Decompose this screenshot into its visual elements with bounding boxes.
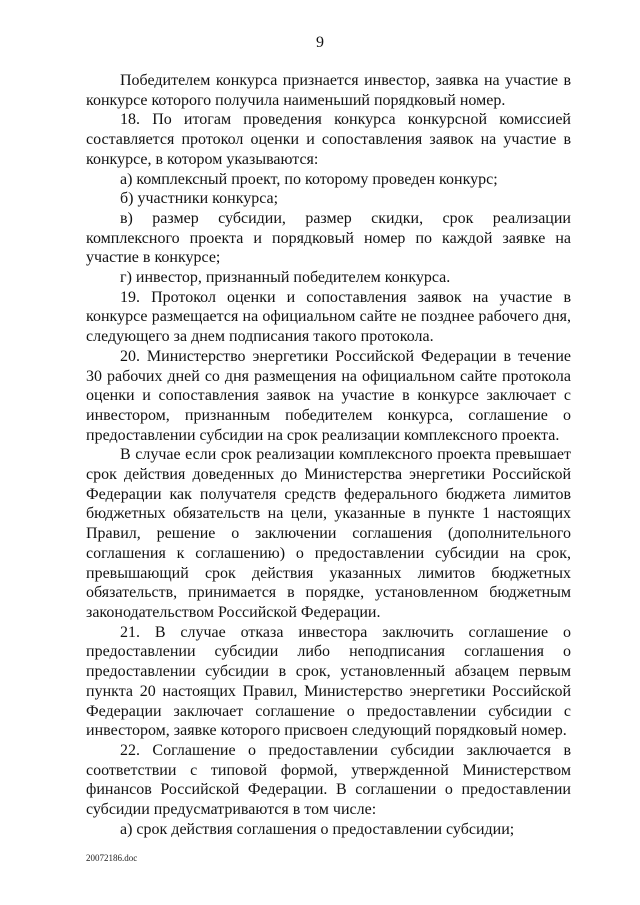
paragraph-20: 20. Министерство энергетики Российской Федерации в течение 30 рабочих дней со дня размещения на официальном сайте протокола оценки и сопоставления заявок на участие в конкурсе заключает с инвестором, признанным победителем конкурса, соглашение о предоставлении субсидии на срок реализации комплексного проекта. (86, 347, 571, 444)
paragraph-22: 22. Соглашение о предоставлении субсидии заключается в соответствии с типовой формой, утвержденной Министерством финансов Российской Федерации. В соглашении о предоставлении субсидии предусматриваются в том числе: (86, 741, 571, 819)
page-number: 9 (316, 34, 324, 51)
paragraph-winner: Победителем конкурса признается инвестор, заявка на участие в конкурсе которого получила наименьший порядковый номер. (86, 72, 571, 109)
paragraph-19: 19. Протокол оценки и сопоставления заявок на участие в конкурсе размещается на официальном сайте не позднее рабочего дня, следующего за днем подписания такого протокола. (86, 288, 571, 346)
list-item-a-agreement-term: а) срок действия соглашения о предоставлении субсидии; (120, 820, 515, 838)
paragraph-21: 21. В случае отказа инвестора заключить соглашение о предоставлении субсидии либо неподписания соглашения о предоставлении субсидии в срок, установленный абзацем первым пункта 20 настоящих Правил, Министерство энергетики Российской Федерации заключает соглашение о предоставлении субсидии с инвестором, заявке которого присвоен следующий порядковый номер. (86, 623, 571, 740)
document-body (86, 71, 571, 839)
paragraph-20-continued: В случае если срок реализации комплексного проекта превышает срок действия доведенных до Министерства энергетики Российской Федерации как получателя средств федерального бюджета лимитов бюджетных обязательств на цели, указанные в пункте 1 настоящих Правил, решение о заключении соглашения (дополнительного соглашения к соглашению) о предоставлении субсидии на срок, превышающий срок действия указанных лимитов бюджетных обязательств, принимается в порядке, установленном бюджетным законодательством Российской Федерации. (86, 446, 571, 621)
list-item-v: в) размер субсидии, размер скидки, срок реализации комплексного проекта и порядковый номер по каждой заявке на участие в конкурсе; (86, 209, 571, 267)
paragraph-18: 18. По итогам проведения конкурса конкурсной комиссией составляется протокол оценки и сопоставления заявок на участие в конкурсе, в котором указываются: (86, 111, 571, 168)
list-item-g: г) инвестор, признанный победителем конкурса. (120, 269, 451, 287)
list-item-b: б) участники конкурса; (120, 190, 279, 208)
footer-document-code: 20072186.doc (86, 853, 138, 863)
list-item-a: а) комплексный проект, по которому проведен конкурс; (120, 170, 498, 188)
